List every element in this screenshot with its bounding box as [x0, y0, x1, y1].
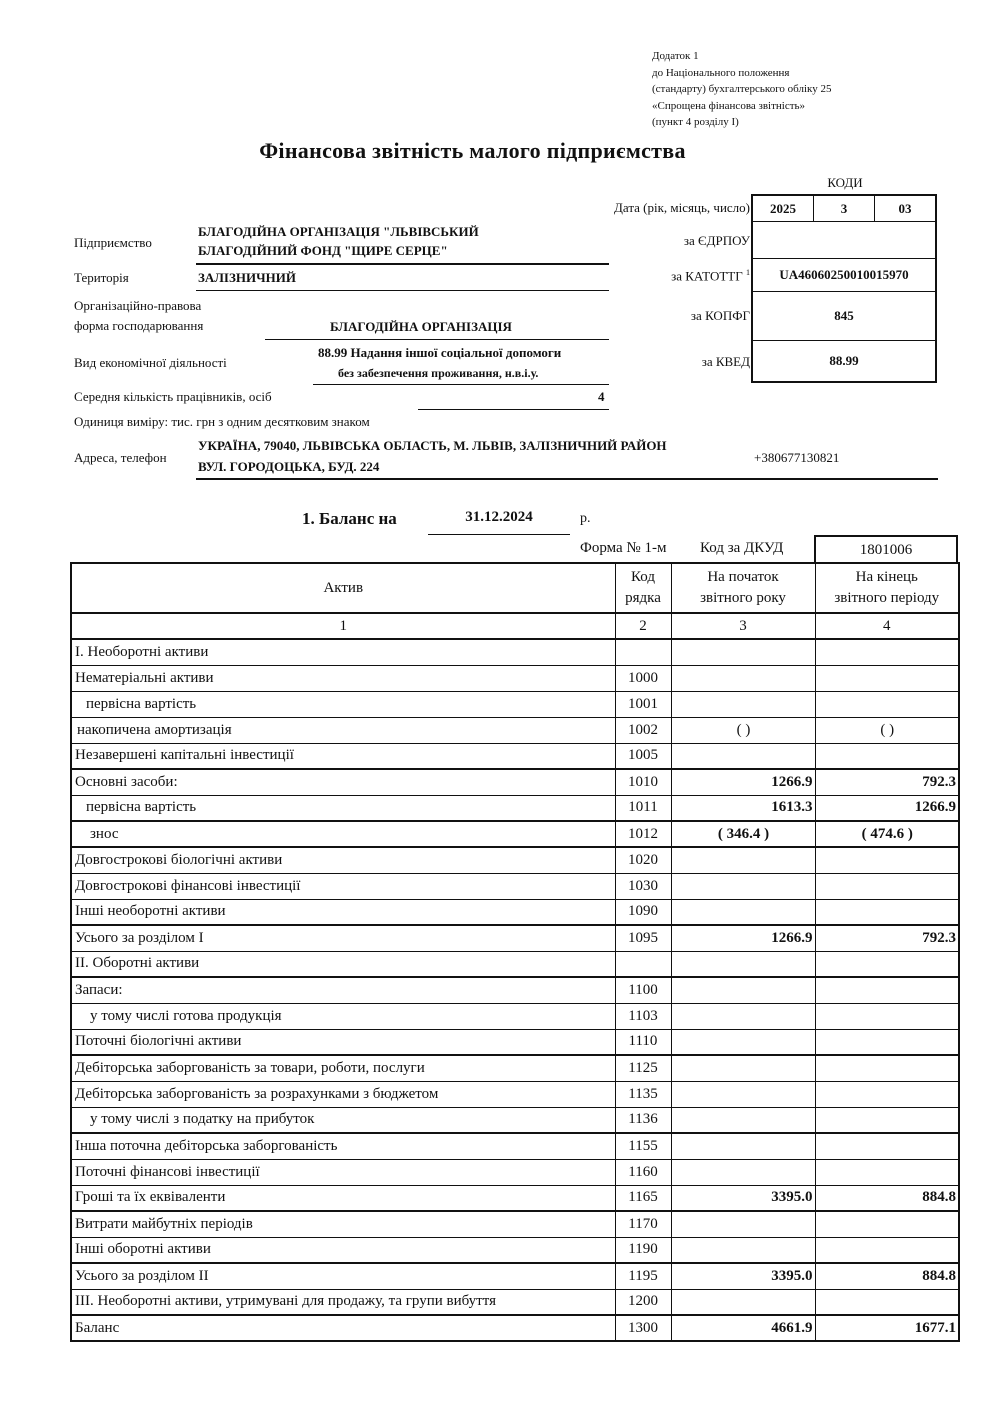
katottg-value: UA46060250010015970 [753, 259, 935, 292]
table-row [71, 1315, 959, 1341]
row-end-value [815, 1029, 959, 1055]
table-row [71, 977, 959, 1003]
row-end-value [815, 1081, 959, 1107]
col-header-asset: Актив [71, 563, 615, 613]
enterprise-name-line1: БЛАГОДІЙНА ОРГАНІЗАЦІЯ "ЛЬВІВСЬКИЙ [198, 224, 479, 239]
row-end-value [815, 639, 959, 665]
row-end-value [815, 1211, 959, 1237]
table-row [71, 847, 959, 873]
kopfg-value: 845 [753, 292, 935, 341]
row-code: 1300 [615, 1315, 671, 1341]
row-label: Довгострокові фінансові інвестиції [71, 873, 615, 899]
row-end-value [815, 873, 959, 899]
row-code: 1165 [615, 1185, 671, 1211]
date-row [753, 196, 935, 222]
row-label: ІІІ. Необоротні активи, утримувані для продажу, та групи вибуття [71, 1289, 615, 1315]
col-number: 3 [671, 613, 815, 639]
col-header-start-line2: звітного року [700, 590, 786, 606]
row-start-value [671, 1211, 815, 1237]
table-row [71, 639, 959, 665]
balance-date-suffix: р. [580, 511, 591, 526]
row-start-value [671, 691, 815, 717]
row-label: Нематеріальні активи [71, 665, 615, 691]
codes-box [751, 194, 937, 383]
phone-value: +380677130821 [754, 450, 840, 465]
row-end-value [815, 1159, 959, 1185]
col-number: 4 [815, 613, 959, 639]
row-end-value [815, 1055, 959, 1081]
row-end-value [815, 691, 959, 717]
employees-value: 4 [598, 389, 605, 404]
row-end-value [815, 1003, 959, 1029]
unit-label: Одиниця виміру: тис. грн з одним десятковим знаком [74, 414, 370, 429]
address-label: Адреса, телефон [74, 450, 167, 465]
row-end-value [815, 899, 959, 925]
row-label: Баланс [71, 1315, 615, 1341]
table-row [71, 925, 959, 951]
row-label: Витрати майбутніх періодів [71, 1211, 615, 1237]
col-number: 1 [71, 613, 615, 639]
dkud-value: 1801006 [814, 535, 958, 563]
row-label: Дебіторська заборгованість за розрахунками з бюджетом [71, 1081, 615, 1107]
edrpou-label: за ЄДРПОУ [683, 233, 750, 248]
balance-table [70, 562, 960, 1342]
territory-label: Територія [74, 270, 129, 285]
row-start-value [671, 1003, 815, 1029]
row-label: Дебіторська заборгованість за товари, роботи, послуги [71, 1055, 615, 1081]
col-header-code-line1: Код [631, 569, 655, 585]
row-start-value [671, 1237, 815, 1263]
row-start-value: 1613.3 [671, 795, 815, 821]
balance-date: 31.12.2024 [465, 509, 533, 525]
form-number: Форма № 1-м [580, 540, 667, 556]
row-start-value: 1266.9 [671, 769, 815, 795]
kved-value: 88.99 [829, 353, 859, 368]
row-end-value [815, 951, 959, 977]
row-start-value [671, 1029, 815, 1055]
codes-header: КОДИ [827, 175, 863, 190]
kved-label: за КВЕД [701, 354, 750, 369]
row-label: Незавершені капітальні інвестиції [71, 743, 615, 769]
address-line1: УКРАЇНА, 79040, ЛЬВІВСЬКА ОБЛАСТЬ, М. ЛЬВІВ, ЗАЛІЗНИЧНИЙ РАЙОН [198, 438, 667, 453]
row-start-value [671, 1133, 815, 1159]
row-end-value: 792.3 [815, 925, 959, 951]
col-header-end [815, 563, 959, 613]
table-row [71, 1185, 959, 1211]
column-number-row [71, 613, 959, 639]
row-code: 1020 [615, 847, 671, 873]
dkud-label: Код за ДКУД [700, 540, 784, 556]
row-end-value: ( ) [815, 717, 959, 743]
row-code: 1135 [615, 1081, 671, 1107]
row-end-value [815, 1133, 959, 1159]
date-label: Дата (рік, місяць, число) [614, 200, 750, 215]
row-code: 1001 [615, 691, 671, 717]
row-end-value [815, 665, 959, 691]
row-start-value: ( ) [671, 717, 815, 743]
annex-line: (стандарту) бухгалтерського обліку 25 [652, 83, 832, 95]
annex-line: Додаток 1 [652, 50, 699, 62]
table-row [71, 665, 959, 691]
annex-line: (пункт 4 розділу І) [652, 116, 739, 128]
row-code: 1136 [615, 1107, 671, 1133]
row-start-value [671, 1107, 815, 1133]
row-label: Довгострокові біологічні активи [71, 847, 615, 873]
row-end-value [815, 847, 959, 873]
row-code: 1190 [615, 1237, 671, 1263]
row-code: 1100 [615, 977, 671, 1003]
table-row [71, 821, 959, 847]
enterprise-underline [196, 263, 609, 265]
row-label: у тому числі готова продукція [71, 1003, 615, 1029]
date-year: 2025 [753, 196, 814, 221]
table-row [71, 1003, 959, 1029]
table-row [71, 1289, 959, 1315]
balance-title: 1. Баланс на [302, 509, 397, 528]
balance-date-underline [428, 534, 570, 535]
kopfg-label: за КОПФГ [690, 308, 750, 323]
activity-underline [313, 384, 609, 385]
row-label: Інші необоротні активи [71, 899, 615, 925]
table-row [71, 1029, 959, 1055]
activity-value-line1: 88.99 Надання іншої соціальної допомоги [318, 345, 562, 360]
table-row [71, 691, 959, 717]
address-underline [196, 478, 938, 480]
activity-label: Вид економічної діяльності [74, 355, 227, 370]
table-row [71, 743, 959, 769]
activity-value-line2: без забезпечення проживання, н.в.і.у. [338, 366, 539, 380]
row-label: знос [71, 821, 615, 847]
row-label: Інші оборотні активи [71, 1237, 615, 1263]
row-code: 1002 [615, 717, 671, 743]
edrpou-value [753, 222, 935, 259]
row-code: 1010 [615, 769, 671, 795]
row-code: 1125 [615, 1055, 671, 1081]
row-code: 1103 [615, 1003, 671, 1029]
table-row [71, 795, 959, 821]
katottg-label-text: за КАТОТТГ [671, 268, 743, 284]
legal-form-label-2: форма господарювання [74, 318, 204, 333]
col-header-code [615, 563, 671, 613]
enterprise-label: Підприємство [74, 235, 152, 250]
row-code: 1000 [615, 665, 671, 691]
employees-label: Середня кількість працівників, осіб [74, 389, 272, 404]
row-start-value [671, 665, 815, 691]
row-start-value [671, 873, 815, 899]
row-label: первісна вартість [71, 691, 615, 717]
table-row [71, 1055, 959, 1081]
row-code: 1195 [615, 1263, 671, 1289]
row-code: 1160 [615, 1159, 671, 1185]
table-header-row [71, 563, 959, 613]
row-start-value [671, 1289, 815, 1315]
row-label: Інша поточна дебіторська заборгованість [71, 1133, 615, 1159]
row-start-value [671, 847, 815, 873]
date-day: 03 [898, 200, 912, 216]
annex-line: «Спрощена фінансова звітність» [652, 99, 806, 112]
row-code [615, 639, 671, 665]
legal-form-value: БЛАГОДІЙНА ОРГАНІЗАЦІЯ [330, 319, 512, 334]
table-row [71, 1237, 959, 1263]
row-start-value [671, 743, 815, 769]
row-code: 1095 [615, 925, 671, 951]
col-number: 2 [615, 613, 671, 639]
row-code [615, 951, 671, 977]
row-end-value: 1266.9 [815, 795, 959, 821]
table-row [71, 1159, 959, 1185]
page-title: Фінансова звітність малого підприємства [259, 138, 686, 163]
row-start-value [671, 1159, 815, 1185]
row-end-value: 884.8 [815, 1263, 959, 1289]
col-header-start [671, 563, 815, 613]
row-start-value: 1266.9 [671, 925, 815, 951]
enterprise-name-line2: БЛАГОДІЙНИЙ ФОНД "ЩИРЕ СЕРЦЕ" [198, 243, 448, 258]
row-start-value [671, 977, 815, 1003]
col-header-code-line2: рядка [625, 590, 661, 606]
row-start-value [671, 1081, 815, 1107]
row-end-value [815, 1237, 959, 1263]
row-end-value [815, 1107, 959, 1133]
territory-value: ЗАЛІЗНИЧНИЙ [198, 270, 296, 285]
legal-form-underline [265, 339, 609, 340]
table-row [71, 769, 959, 795]
row-start-value [671, 951, 815, 977]
row-end-value [815, 1289, 959, 1315]
row-label: Поточні фінансові інвестиції [71, 1159, 615, 1185]
row-label: Поточні біологічні активи [71, 1029, 615, 1055]
row-start-value [671, 899, 815, 925]
row-code: 1110 [615, 1029, 671, 1055]
katottg-label [671, 268, 750, 284]
table-row [71, 873, 959, 899]
col-header-start-line1: На початок [707, 569, 779, 585]
table-row [71, 1211, 959, 1237]
row-end-value: ( 474.6 ) [815, 821, 959, 847]
row-code: 1170 [615, 1211, 671, 1237]
row-label: Основні засоби: [71, 769, 615, 795]
row-start-value: 3395.0 [671, 1185, 815, 1211]
row-code: 1005 [615, 743, 671, 769]
table-row [71, 1133, 959, 1159]
row-label: Усього за розділом ІІ [71, 1263, 615, 1289]
territory-underline [196, 290, 609, 291]
footnote-marker: 1 [746, 268, 750, 277]
row-end-value [815, 743, 959, 769]
row-label: накопичена амортизація [71, 717, 615, 743]
table-row [71, 717, 959, 743]
row-end-value: 1677.1 [815, 1315, 959, 1341]
annex-note [652, 48, 832, 131]
row-label: І. Необоротні активи [71, 639, 615, 665]
col-header-end-line1: На кінець [855, 569, 918, 585]
table-row [71, 1263, 959, 1289]
row-start-value [671, 639, 815, 665]
row-label: Усього за розділом І [71, 925, 615, 951]
row-label: первісна вартість [71, 795, 615, 821]
table-row [71, 1107, 959, 1133]
table-row [71, 899, 959, 925]
address-line2: ВУЛ. ГОРОДОЦЬКА, БУД. 224 [198, 459, 380, 474]
employees-underline [418, 409, 609, 410]
row-start-value: ( 346.4 ) [671, 821, 815, 847]
row-end-value: 792.3 [815, 769, 959, 795]
col-header-end-line2: звітного періоду [834, 590, 940, 606]
row-end-value: 884.8 [815, 1185, 959, 1211]
table-row [71, 951, 959, 977]
date-month: 3 [814, 196, 875, 221]
row-code: 1012 [615, 821, 671, 847]
row-code: 1090 [615, 899, 671, 925]
row-start-value: 3395.0 [671, 1263, 815, 1289]
row-label: Гроші та їх еквіваленти [71, 1185, 615, 1211]
row-code: 1200 [615, 1289, 671, 1315]
row-code: 1030 [615, 873, 671, 899]
row-start-value: 4661.9 [671, 1315, 815, 1341]
row-label: Запаси: [71, 977, 615, 1003]
row-label: ІІ. Оборотні активи [71, 951, 615, 977]
annex-line: до Національного положення [652, 66, 790, 79]
row-label: у тому числі з податку на прибуток [71, 1107, 615, 1133]
row-code: 1155 [615, 1133, 671, 1159]
row-end-value [815, 977, 959, 1003]
row-start-value [671, 1055, 815, 1081]
legal-form-label-1: Організаційно-правова [74, 298, 202, 313]
table-row [71, 1081, 959, 1107]
row-code: 1011 [615, 795, 671, 821]
